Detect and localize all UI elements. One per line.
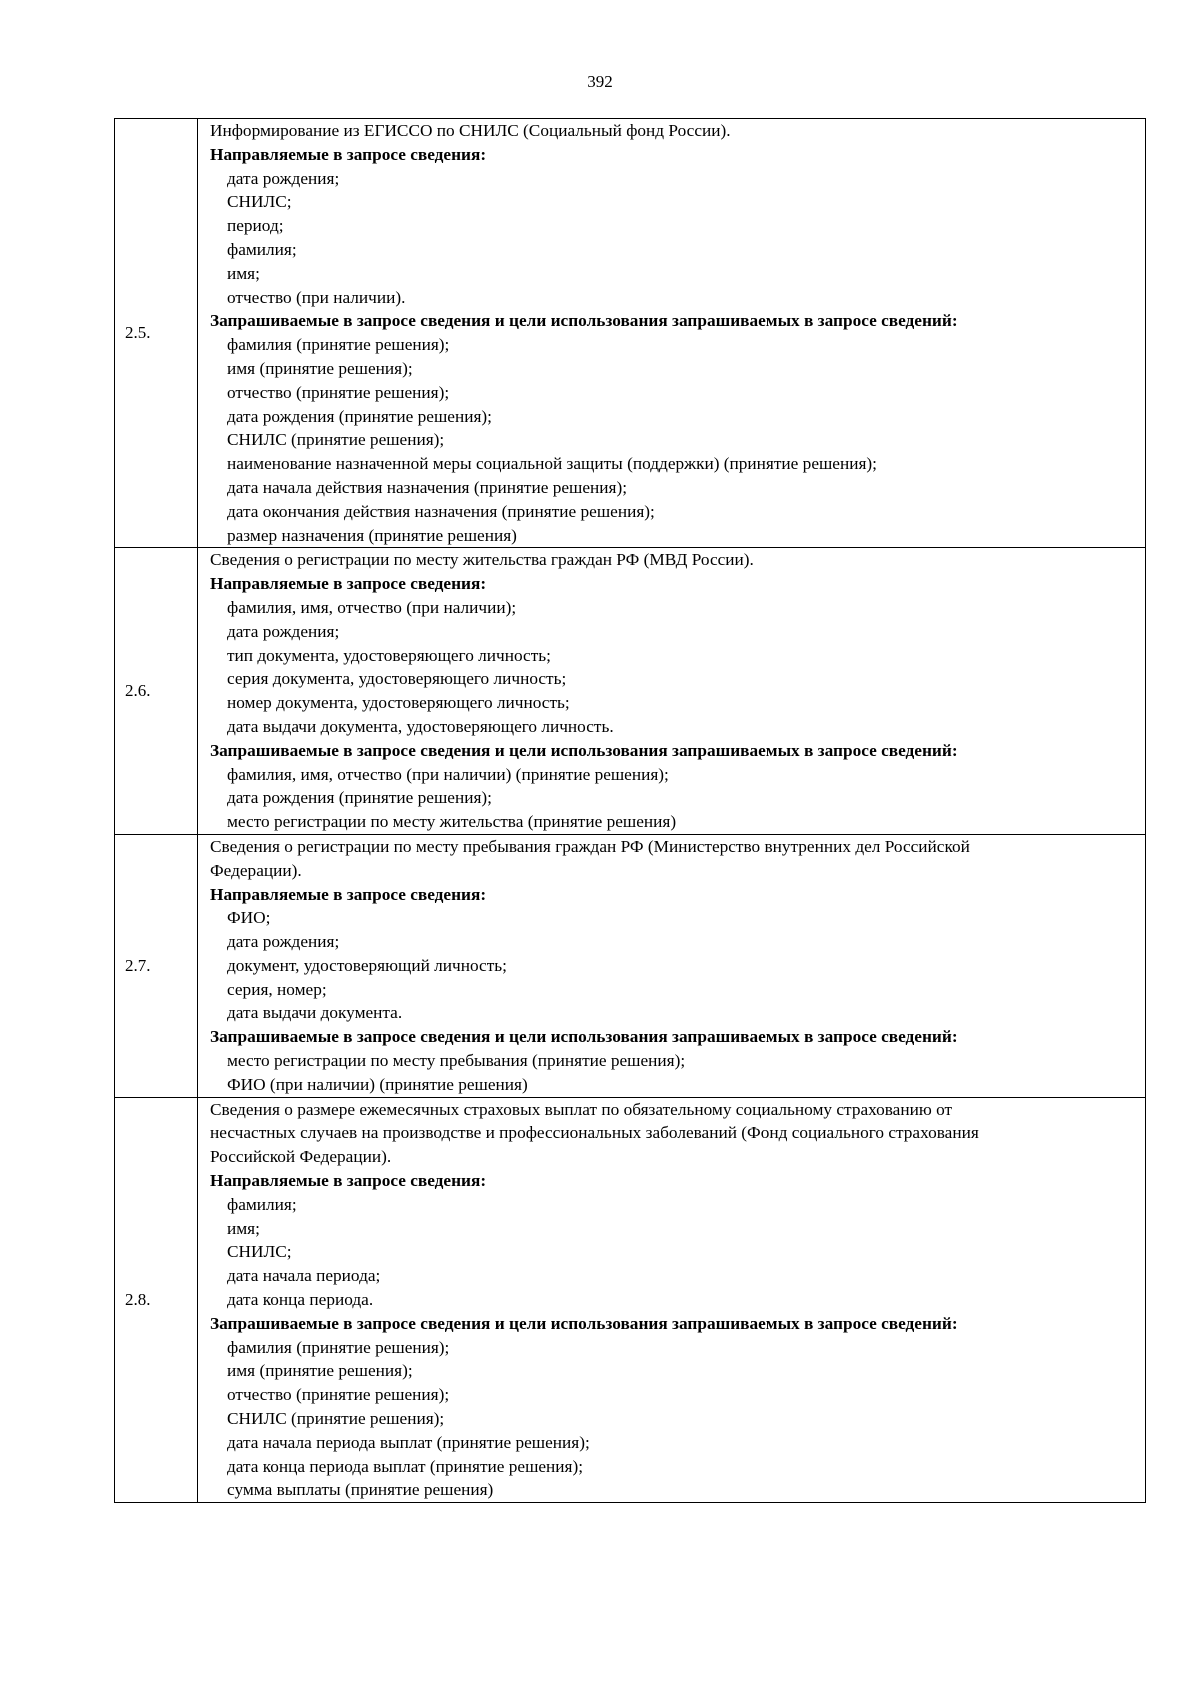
data-sources-table: [114, 118, 1146, 1503]
sent-fields-header: Направляемые в запросе сведения:: [210, 884, 487, 904]
sent-field-item: номер документа, удостоверяющего личность;: [227, 693, 570, 713]
table-row: [115, 834, 1146, 1097]
row-number: 2.6.: [115, 548, 198, 835]
row-number: 2.7.: [115, 834, 198, 1097]
requested-field-item: фамилия (принятие решения);: [227, 335, 450, 355]
row-number: 2.8.: [115, 1097, 198, 1503]
source-title-line: несчастных случаев на производстве и профессиональных заболеваний (Фонд социального страхования: [210, 1123, 979, 1143]
sent-field-item: период;: [227, 216, 284, 236]
requested-fields-header: Запрашиваемые в запросе сведения и цели использования запрашиваемых в запросе сведений:: [210, 1313, 958, 1333]
sent-field-item: имя;: [227, 263, 260, 283]
sent-fields-header: Направляемые в запросе сведения:: [210, 144, 487, 164]
sent-field-item: дата выдачи документа.: [227, 1003, 403, 1023]
page-number: 392: [587, 72, 613, 91]
source-title-line: Сведения о регистрации по месту пребывания граждан РФ (Министерство внутренних дел Российской: [210, 836, 970, 856]
sent-field-item: дата конца периода.: [227, 1290, 374, 1310]
row-content: [198, 834, 1146, 1097]
requested-field-item: СНИЛС (принятие решения);: [227, 1409, 445, 1429]
sent-field-item: отчество (при наличии).: [227, 287, 406, 307]
requested-field-item: имя (принятие решения);: [227, 1361, 413, 1381]
requested-field-item: место регистрации по месту жительства (принятие решения): [227, 812, 677, 832]
sent-fields-header: Направляемые в запросе сведения:: [210, 574, 487, 594]
requested-field-item: сумма выплаты (принятие решения): [227, 1480, 494, 1500]
table-row: [115, 548, 1146, 835]
requested-field-item: наименование назначенной меры социальной защиты (поддержки) (принятие решения);: [227, 454, 877, 474]
sent-field-item: СНИЛС;: [227, 1242, 292, 1262]
sent-field-item: серия документа, удостоверяющего личность;: [227, 669, 567, 689]
sent-field-item: дата начала периода;: [227, 1266, 381, 1286]
sent-field-item: дата рождения;: [227, 621, 340, 641]
requested-field-item: имя (принятие решения);: [227, 358, 413, 378]
requested-fields-header: Запрашиваемые в запросе сведения и цели использования запрашиваемых в запросе сведений:: [210, 311, 958, 331]
requested-field-item: дата окончания действия назначения (принятие решения);: [227, 501, 655, 521]
table-row: [115, 1097, 1146, 1503]
requested-field-item: дата начала действия назначения (принятие решения);: [227, 477, 627, 497]
requested-field-item: отчество (принятие решения);: [227, 382, 450, 402]
source-title-line: Федерации).: [210, 860, 302, 880]
requested-field-item: дата рождения (принятие решения);: [227, 406, 492, 426]
sent-field-item: имя;: [227, 1218, 260, 1238]
sent-field-item: документ, удостоверяющий личность;: [227, 955, 507, 975]
sent-field-item: фамилия;: [227, 1194, 297, 1214]
requested-field-item: дата конца периода выплат (принятие решения);: [227, 1456, 584, 1476]
row-content: [198, 119, 1146, 548]
sent-field-item: ФИО;: [227, 908, 271, 928]
row-content: [198, 548, 1146, 835]
requested-fields-header: Запрашиваемые в запросе сведения и цели использования запрашиваемых в запросе сведений:: [210, 1027, 958, 1047]
source-title-line: Сведения о размере ежемесячных страховых выплат по обязательному социальному страхованию от: [210, 1099, 953, 1119]
requested-field-item: отчество (принятие решения);: [227, 1385, 450, 1405]
sent-fields-header: Направляемые в запросе сведения:: [210, 1171, 487, 1191]
sent-field-item: тип документа, удостоверяющего личность;: [227, 645, 551, 665]
table-row: [115, 119, 1146, 548]
requested-field-item: дата рождения (принятие решения);: [227, 788, 492, 808]
source-title: Сведения о регистрации по месту жительства граждан РФ (МВД России).: [210, 550, 754, 570]
requested-field-item: размер назначения (принятие решения): [227, 525, 517, 545]
sent-field-item: дата рождения;: [227, 168, 340, 188]
source-title-line: Российской Федерации).: [210, 1147, 392, 1167]
row-number: 2.5.: [115, 119, 198, 548]
requested-fields-header: Запрашиваемые в запросе сведения и цели использования запрашиваемых в запросе сведений:: [210, 740, 958, 760]
sent-field-item: фамилия, имя, отчество (при наличии);: [227, 597, 517, 617]
requested-field-item: ФИО (при наличии) (принятие решения): [227, 1074, 528, 1094]
row-content: [198, 1097, 1146, 1503]
sent-field-item: СНИЛС;: [227, 192, 292, 212]
sent-field-item: дата выдачи документа, удостоверяющего личность.: [227, 716, 614, 736]
requested-field-item: фамилия (принятие решения);: [227, 1337, 450, 1357]
requested-field-item: фамилия, имя, отчество (при наличии) (принятие решения);: [227, 764, 669, 784]
requested-field-item: место регистрации по месту пребывания (принятие решения);: [227, 1051, 686, 1071]
source-title: Информирование из ЕГИССО по СНИЛС (Социальный фонд России).: [210, 121, 731, 140]
requested-field-item: дата начала периода выплат (принятие решения);: [227, 1432, 590, 1452]
requested-field-item: СНИЛС (принятие решения);: [227, 430, 445, 450]
sent-field-item: фамилия;: [227, 239, 297, 259]
sent-field-item: серия, номер;: [227, 979, 327, 999]
sent-field-item: дата рождения;: [227, 932, 340, 952]
